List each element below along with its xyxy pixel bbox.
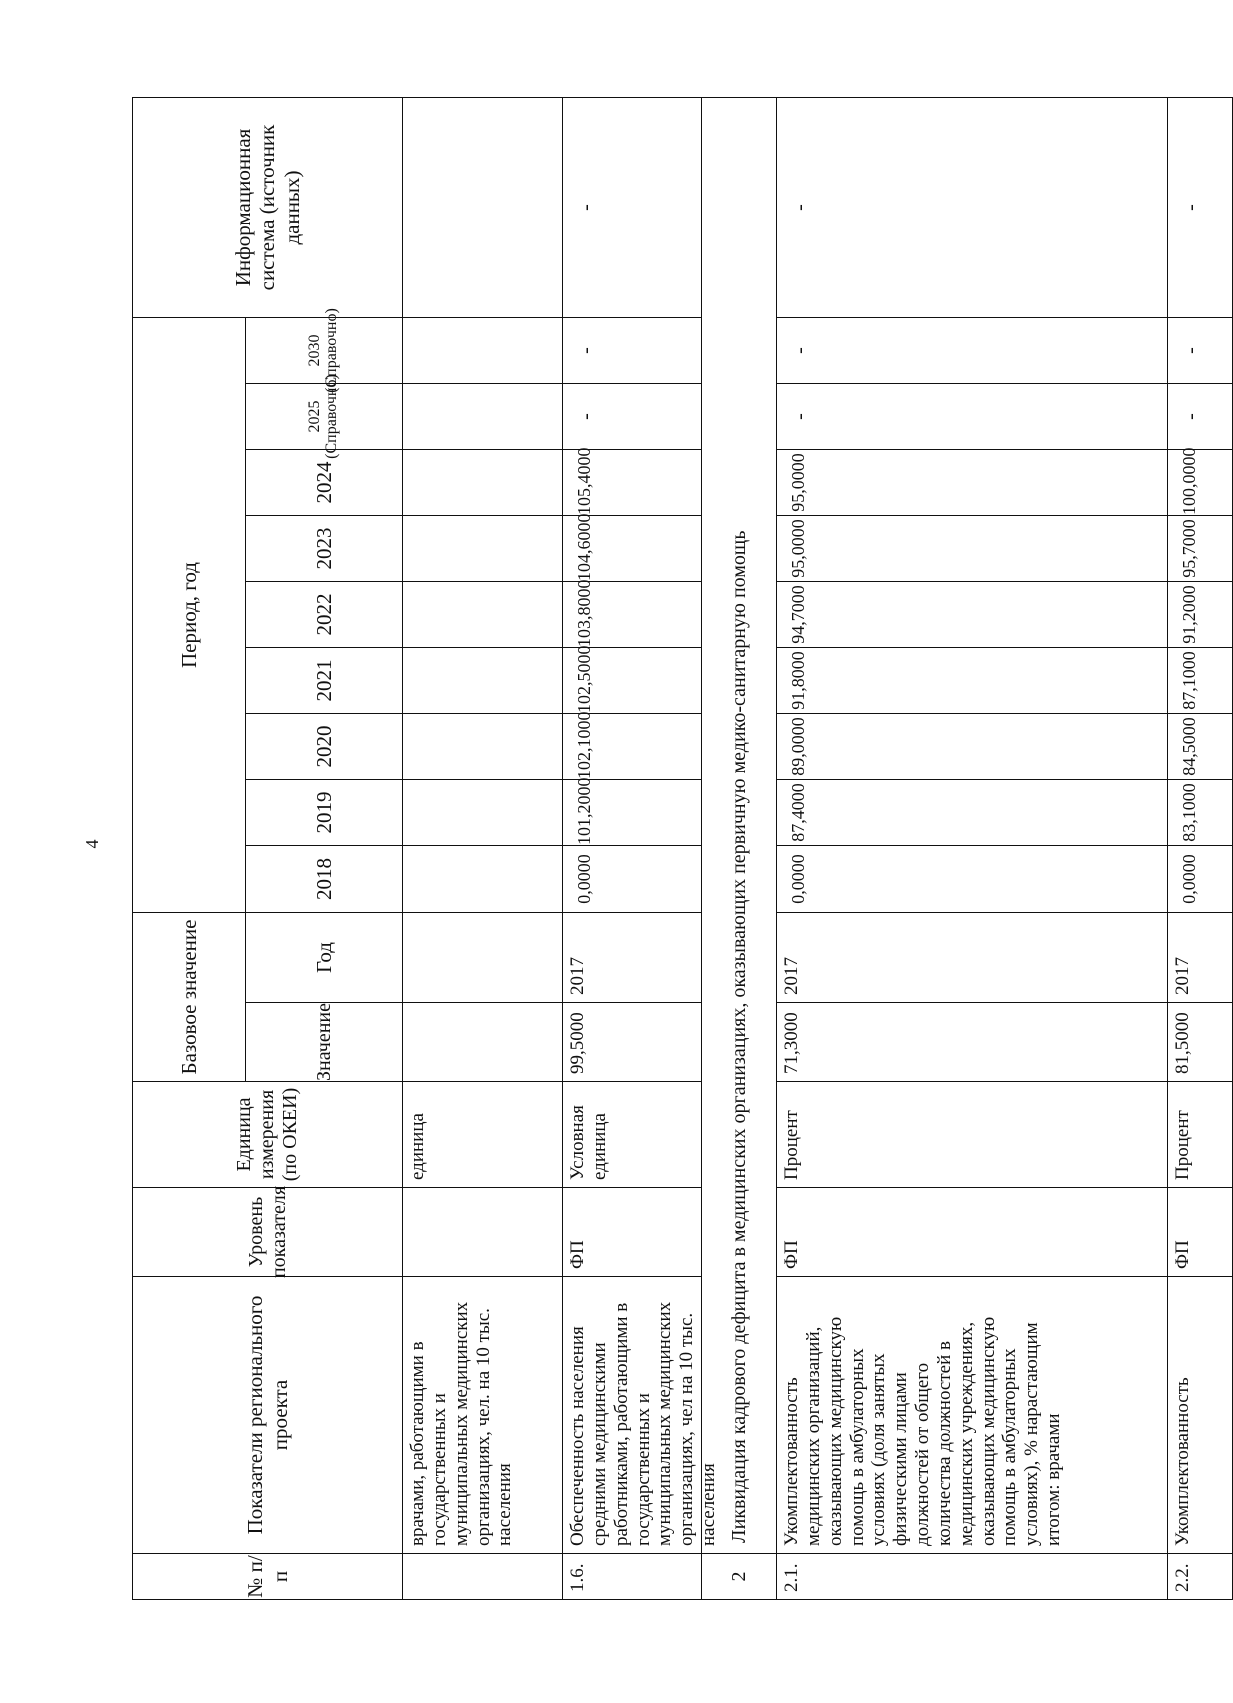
row-year-value: 87,1000 <box>1167 647 1233 714</box>
row-num <box>402 1553 563 1600</box>
header-source: Информационная система (источник данных) <box>132 97 403 318</box>
row-num: 2.2. <box>1167 1553 1233 1600</box>
row-level: ФП <box>1167 1187 1233 1277</box>
row-year-value: 102,5000 <box>562 647 702 714</box>
page-number: 4 <box>82 839 102 849</box>
row-year-value: 87,4000 <box>776 779 1168 846</box>
row-base-year: 2017 <box>776 912 1168 1003</box>
row-level: ФП <box>776 1187 1168 1277</box>
row-indicator-name: Укомплектованность медицинских организаций, оказывающих медицинскую помощь в амбулаторных условиях (доля занятых физическими лицами должностей от общего количества должностей в медицинских учреждениях, оказывающих медицинскую помощь в амбулаторных условиях), % нарастающим итогом: врачами <box>776 1276 1168 1554</box>
row-num: 2.1. <box>776 1553 1168 1600</box>
header-year: 2019 <box>245 779 403 846</box>
row-year-value: 94,7000 <box>776 581 1168 648</box>
row-indicator-name: Укомплектованность <box>1167 1276 1233 1554</box>
indicators-table <box>132 98 1202 1600</box>
row-base-value: 71,3000 <box>776 1002 1168 1082</box>
row-source: - <box>1167 97 1233 318</box>
row-year-value <box>402 449 563 516</box>
row-year-value: 95,0000 <box>776 449 1168 516</box>
header-level: Уровень показателя <box>132 1187 403 1277</box>
section-title: Ликвидация кадрового дефицита в медицинских организациях, оказывающих первичную медико-санитарную помощь <box>701 97 777 1554</box>
row-year-value: - <box>1167 317 1233 384</box>
row-unit: Процент <box>776 1081 1168 1188</box>
row-base-value <box>402 1002 563 1082</box>
header-base-year: Год <box>245 912 403 1003</box>
row-year-value: - <box>1167 383 1233 450</box>
header-year: 2018 <box>245 845 403 913</box>
header-year: 2021 <box>245 647 403 714</box>
row-year-value: - <box>562 383 702 450</box>
header-year: 2023 <box>245 515 403 582</box>
row-year-value: - <box>562 317 702 384</box>
row-year-value: 83,1000 <box>1167 779 1233 846</box>
header-unit: Единица измерения (по ОКЕИ) <box>132 1081 403 1188</box>
row-year-value <box>402 515 563 582</box>
header-period: Период, год <box>132 317 246 913</box>
row-source: - <box>562 97 702 318</box>
row-year-value: 101,2000 <box>562 779 702 846</box>
row-year-value: 0,0000 <box>776 845 1168 913</box>
row-year-value: 89,0000 <box>776 713 1168 780</box>
row-year-value: 0,0000 <box>1167 845 1233 913</box>
row-year-value <box>402 647 563 714</box>
row-year-value: 103,8000 <box>562 581 702 648</box>
row-year-value <box>402 317 563 384</box>
header-year: 2030 (Справочно) <box>245 317 403 384</box>
header-year: 2025 (Справочно) <box>245 383 403 450</box>
row-year-value: 102,1000 <box>562 713 702 780</box>
header-base-value: Значение <box>245 1002 403 1082</box>
row-unit: Условная единица <box>562 1081 702 1188</box>
header-year: 2022 <box>245 581 403 648</box>
row-source <box>402 97 563 318</box>
row-indicator-name: Обеспеченность населения средними медицинскими работниками, работающими в государственных и муниципальных медицинских организациях, чел на 10 тыс. населения <box>562 1276 702 1554</box>
row-year-value: 91,2000 <box>1167 581 1233 648</box>
header-year: 2020 <box>245 713 403 780</box>
row-year-value: 100,0000 <box>1167 449 1233 516</box>
header-indicator: Показатели регионального проекта <box>132 1276 403 1554</box>
row-year-value <box>402 779 563 846</box>
row-level <box>402 1187 563 1277</box>
row-year-value: 84,5000 <box>1167 713 1233 780</box>
row-year-value <box>402 581 563 648</box>
row-year-value: 105,4000 <box>562 449 702 516</box>
row-year-value: 95,0000 <box>776 515 1168 582</box>
row-base-value: 81,5000 <box>1167 1002 1233 1082</box>
row-unit: единица <box>402 1081 563 1188</box>
row-unit: Процент <box>1167 1081 1233 1188</box>
row-base-value: 99,5000 <box>562 1002 702 1082</box>
row-base-year: 2017 <box>562 912 702 1003</box>
row-year-value <box>402 713 563 780</box>
row-base-year <box>402 912 563 1003</box>
header-num: № п/п <box>132 1553 403 1600</box>
header-base: Базовое значение <box>132 912 246 1082</box>
row-year-value: - <box>776 317 1168 384</box>
row-year-value: 0,0000 <box>562 845 702 913</box>
row-indicator-name: врачами, работающими в государственных и муниципальных медицинских организациях, чел. на 10 тыс. населения <box>402 1276 563 1554</box>
row-num: 1.6. <box>562 1553 702 1600</box>
row-base-year: 2017 <box>1167 912 1233 1003</box>
row-source: - <box>776 97 1168 318</box>
row-year-value: 104,6000 <box>562 515 702 582</box>
row-year-value: 95,7000 <box>1167 515 1233 582</box>
section-num: 2 <box>701 1553 777 1600</box>
row-year-value <box>402 383 563 450</box>
row-year-value: 91,8000 <box>776 647 1168 714</box>
row-level: ФП <box>562 1187 702 1277</box>
header-year: 2024 <box>245 449 403 516</box>
row-year-value <box>402 845 563 913</box>
row-year-value: - <box>776 383 1168 450</box>
